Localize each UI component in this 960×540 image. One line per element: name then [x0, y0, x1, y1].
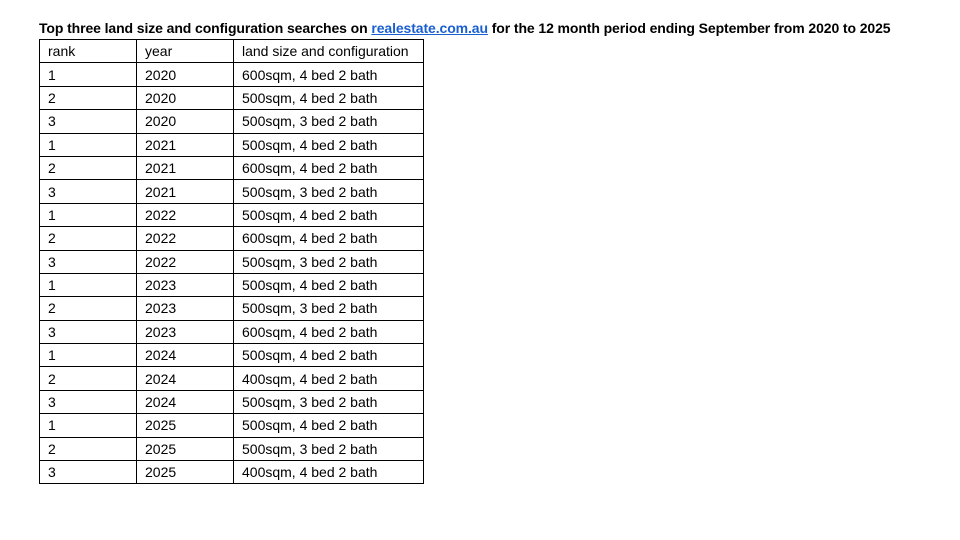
cell-rank: 1	[40, 63, 137, 86]
cell-year: 2020	[137, 63, 234, 86]
header-config: land size and configuration	[234, 40, 424, 63]
cell-year: 2021	[137, 156, 234, 179]
cell-rank: 2	[40, 437, 137, 460]
cell-year: 2025	[137, 437, 234, 460]
cell-config: 500sqm, 3 bed 2 bath	[234, 437, 424, 460]
cell-config: 500sqm, 4 bed 2 bath	[234, 203, 424, 226]
cell-rank: 3	[40, 461, 137, 484]
cell-year: 2020	[137, 110, 234, 133]
table-row	[40, 133, 424, 156]
cell-rank: 3	[40, 250, 137, 273]
cell-rank: 2	[40, 227, 137, 250]
cell-rank: 1	[40, 414, 137, 437]
cell-config: 600sqm, 4 bed 2 bath	[234, 227, 424, 250]
cell-year: 2024	[137, 367, 234, 390]
table-row	[40, 110, 424, 133]
cell-config: 400sqm, 4 bed 2 bath	[234, 461, 424, 484]
table-row	[40, 320, 424, 343]
header-rank: rank	[40, 40, 137, 63]
cell-config: 500sqm, 3 bed 2 bath	[234, 250, 424, 273]
cell-year: 2023	[137, 273, 234, 296]
cell-config: 400sqm, 4 bed 2 bath	[234, 367, 424, 390]
cell-config: 500sqm, 4 bed 2 bath	[234, 414, 424, 437]
cell-year: 2021	[137, 180, 234, 203]
cell-year: 2024	[137, 390, 234, 413]
realestate-link[interactable]: realestate.com.au	[371, 20, 488, 36]
table-row	[40, 273, 424, 296]
cell-config: 500sqm, 4 bed 2 bath	[234, 344, 424, 367]
cell-year: 2025	[137, 414, 234, 437]
cell-config: 600sqm, 4 bed 2 bath	[234, 156, 424, 179]
cell-year: 2025	[137, 461, 234, 484]
cell-year: 2023	[137, 297, 234, 320]
cell-config: 500sqm, 3 bed 2 bath	[234, 180, 424, 203]
caption-suffix: for the 12 month period ending September from 2020 to 2025	[487, 20, 891, 36]
cell-rank: 2	[40, 86, 137, 109]
cell-config: 500sqm, 4 bed 2 bath	[234, 86, 424, 109]
cell-rank: 1	[40, 133, 137, 156]
table-body	[40, 63, 424, 484]
table-row	[40, 156, 424, 179]
cell-config: 500sqm, 4 bed 2 bath	[234, 273, 424, 296]
caption-prefix: Top three land size and configuration searches on	[39, 20, 372, 36]
table-row	[40, 461, 424, 484]
cell-rank: 1	[40, 344, 137, 367]
cell-config: 500sqm, 3 bed 2 bath	[234, 390, 424, 413]
table-row	[40, 344, 424, 367]
cell-rank: 2	[40, 297, 137, 320]
table-row	[40, 297, 424, 320]
cell-rank: 2	[40, 156, 137, 179]
cell-year: 2020	[137, 86, 234, 109]
land-size-searches-table	[39, 39, 424, 484]
table-row	[40, 63, 424, 86]
cell-year: 2021	[137, 133, 234, 156]
cell-rank: 1	[40, 203, 137, 226]
header-row	[40, 40, 424, 63]
table-row	[40, 390, 424, 413]
cell-rank: 3	[40, 180, 137, 203]
cell-year: 2023	[137, 320, 234, 343]
table-row	[40, 414, 424, 437]
cell-config: 500sqm, 3 bed 2 bath	[234, 110, 424, 133]
cell-year: 2024	[137, 344, 234, 367]
cell-config: 500sqm, 4 bed 2 bath	[234, 133, 424, 156]
cell-rank: 3	[40, 320, 137, 343]
cell-config: 600sqm, 4 bed 2 bath	[234, 63, 424, 86]
cell-year: 2022	[137, 250, 234, 273]
cell-year: 2022	[137, 227, 234, 250]
table-caption	[39, 19, 890, 37]
cell-rank: 1	[40, 273, 137, 296]
table-row	[40, 203, 424, 226]
cell-rank: 3	[40, 110, 137, 133]
cell-rank: 2	[40, 367, 137, 390]
header-year: year	[137, 40, 234, 63]
cell-config: 500sqm, 3 bed 2 bath	[234, 297, 424, 320]
table-row	[40, 250, 424, 273]
table-row	[40, 367, 424, 390]
table-row	[40, 227, 424, 250]
table-row	[40, 86, 424, 109]
cell-config: 600sqm, 4 bed 2 bath	[234, 320, 424, 343]
cell-year: 2022	[137, 203, 234, 226]
table-row	[40, 180, 424, 203]
cell-rank: 3	[40, 390, 137, 413]
table-row	[40, 437, 424, 460]
